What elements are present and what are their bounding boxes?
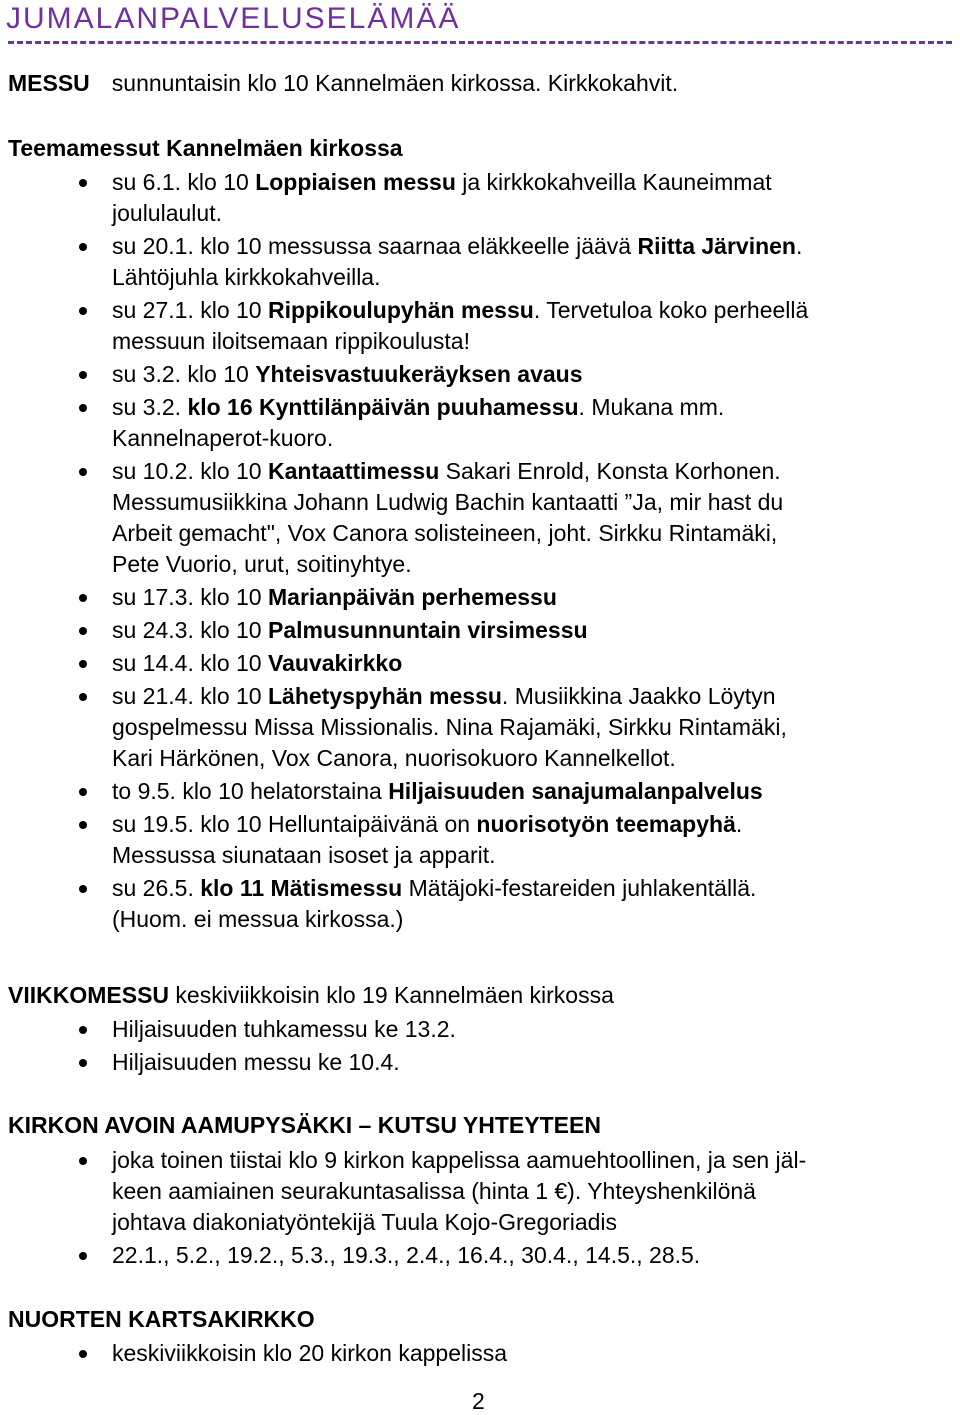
list-item: joka toinen tiistai klo 9 kirkon kappelissa aamuehtoollinen, ja sen jäl- keen aamiainen seurakuntasalissa (hinta 1 €). Yhteyshenkilönä johtava diakoniatyöntekijä Tuula Kojo-Gregoriadis bbox=[0, 1145, 940, 1238]
bullet-icon bbox=[79, 821, 87, 829]
bullet-icon bbox=[79, 1252, 87, 1260]
bullet-icon bbox=[79, 179, 87, 187]
messu-label: MESSU bbox=[8, 70, 90, 96]
list-item: su 3.2. klo 16 Kynttilänpäivän puuhamessu. Mukana mm. Kannelnaperot-kuoro. bbox=[0, 392, 940, 454]
list-item: su 14.4. klo 10 Vauvakirkko bbox=[0, 648, 940, 679]
messu-line bbox=[8, 68, 678, 99]
page-title: JUMALANPALVELUSELÄMÄÄ bbox=[6, 2, 461, 35]
kartsakirkko-list bbox=[0, 1338, 940, 1371]
bullet-icon bbox=[79, 1059, 87, 1067]
list-item: keskiviikkoisin klo 20 kirkon kappelissa bbox=[0, 1338, 940, 1369]
bullet-icon bbox=[79, 1350, 87, 1358]
list-item: su 24.3. klo 10 Palmusunnuntain virsimessu bbox=[0, 615, 940, 646]
bullet-icon bbox=[79, 1026, 87, 1034]
bullet-icon bbox=[79, 594, 87, 602]
list-item: to 9.5. klo 10 helatorstaina Hiljaisuuden sanajumalanpalvelus bbox=[0, 776, 940, 807]
viikkomessu-line bbox=[8, 980, 614, 1011]
bullet-icon bbox=[79, 693, 87, 701]
aamupysakki-list bbox=[0, 1145, 940, 1273]
bullet-icon bbox=[79, 307, 87, 315]
bullet-icon bbox=[79, 404, 87, 412]
bullet-icon bbox=[79, 788, 87, 796]
viikkomessu-label: VIIKKOMESSU bbox=[8, 982, 170, 1008]
list-item: su 26.5. klo 11 Mätismessu Mätäjoki-festareiden juhlakentällä. (Huom. ei messua kirkossa.) bbox=[0, 873, 940, 935]
list-item: su 20.1. klo 10 messussa saarnaa eläkkeelle jäävä Riitta Järvinen. Lähtöjuhla kirkkokahveilla. bbox=[0, 231, 940, 293]
list-item: su 6.1. klo 10 Loppiaisen messu ja kirkkokahveilla Kauneimmat joululaulut. bbox=[0, 167, 940, 229]
page-number: 2 bbox=[472, 1388, 485, 1414]
list-item: su 27.1. klo 10 Rippikoulupyhän messu. Tervetuloa koko perheellä messuun iloitsemaan rippikoulusta! bbox=[0, 295, 940, 357]
bullet-icon bbox=[79, 1157, 87, 1165]
list-item: su 21.4. klo 10 Lähetyspyhän messu. Musiikkina Jaakko Löytyn gospelmessu Missa Missionalis. Nina Rajamäki, Sirkku Rintamäki, Kari Härkönen, Vox Canora, nuorisokuoro Kannelkellot. bbox=[0, 681, 940, 774]
aamupysakki-heading: KIRKON AVOIN AAMUPYSÄKKI – KUTSU YHTEYTEEN bbox=[8, 1112, 601, 1138]
list-item: su 10.2. klo 10 Kantaattimessu Sakari Enrold, Konsta Korhonen. Messumusiikkina Johann Ludwig Bachin kantaatti ”Ja, mir hast du Arbeit gemacht", Vox Canora solisteineen, joht. Sirkku Rintamäki, Pete Vuorio, urut, soitinyhtye. bbox=[0, 456, 940, 580]
teemamessut-heading: Teemamessut Kannelmäen kirkossa bbox=[8, 135, 403, 161]
list-item: su 17.3. klo 10 Marianpäivän perhemessu bbox=[0, 582, 940, 613]
list-item: Hiljaisuuden tuhkamessu ke 13.2. bbox=[0, 1014, 940, 1045]
bullet-icon bbox=[79, 243, 87, 251]
bullet-icon bbox=[79, 627, 87, 635]
messu-text: sunnuntaisin klo 10 Kannelmäen kirkossa. Kirkkokahvit. bbox=[111, 70, 679, 96]
list-item: su 19.5. klo 10 Helluntaipäivänä on nuorisotyön teemapyhä. Messussa siunataan isoset ja apparit. bbox=[0, 809, 940, 871]
list-item: 22.1., 5.2., 19.2., 5.3., 19.3., 2.4., 16.4., 30.4., 14.5., 28.5. bbox=[0, 1240, 940, 1271]
bullet-icon bbox=[79, 371, 87, 379]
kartsakirkko-heading: NUORTEN KARTSAKIRKKO bbox=[8, 1306, 315, 1332]
list-item: Hiljaisuuden messu ke 10.4. bbox=[0, 1047, 940, 1078]
list-item: su 3.2. klo 10 Yhteisvastuukeräyksen avaus bbox=[0, 359, 940, 390]
bullet-icon bbox=[79, 468, 87, 476]
teemamessut-list bbox=[0, 167, 940, 937]
viikkomessu-text: keskiviikkoisin klo 19 Kannelmäen kirkossa bbox=[169, 982, 614, 1008]
bullet-icon bbox=[79, 885, 87, 893]
bullet-icon bbox=[79, 660, 87, 668]
title-divider bbox=[8, 41, 952, 44]
viikkomessu-list bbox=[0, 1014, 940, 1080]
